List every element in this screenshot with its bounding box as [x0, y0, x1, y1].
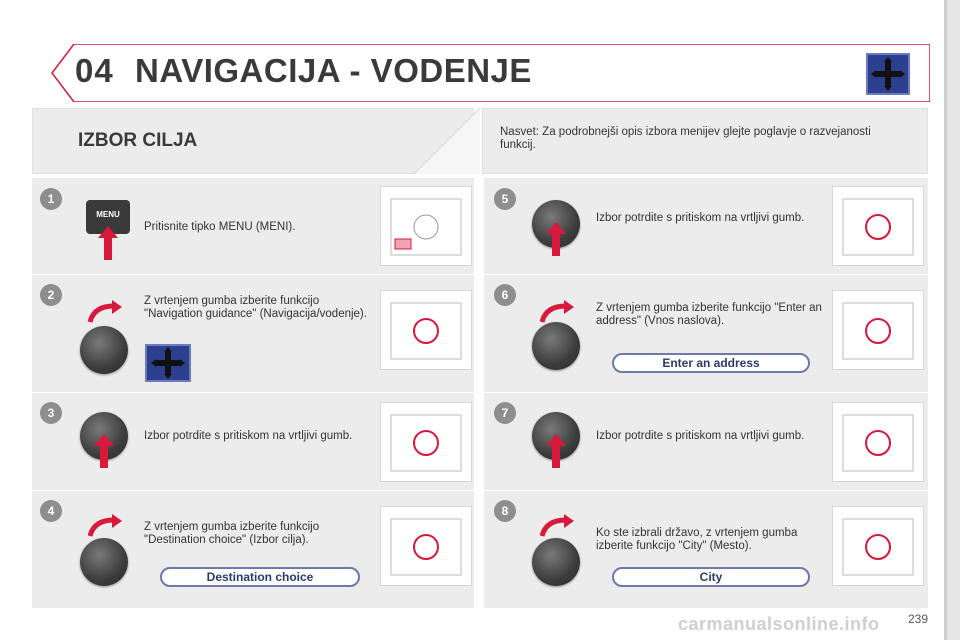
step-text-2: Z vrtenjem gumba izberite funkcijo "Navigation guidance" (Navigacija/vodenje).	[144, 295, 367, 320]
step-text-6: Z vrtenjem gumba izberite funkcijo "Enter an address" (Vnos naslova).	[596, 302, 822, 327]
step-text-4: Z vrtenjem gumba izberite funkcijo "Destination choice" (Izbor cilja).	[144, 521, 320, 546]
rotate-arrow-icon	[540, 300, 576, 324]
radio-panel-thumbnail	[380, 186, 472, 266]
radio-panel-thumbnail	[832, 186, 924, 266]
step-badge-6: 6	[494, 284, 516, 306]
press-arrow-icon	[96, 226, 120, 260]
navigation-icon	[866, 53, 910, 95]
rotate-arrow-icon	[88, 514, 124, 538]
radio-panel-thumbnail	[380, 290, 472, 370]
page-title: NAVIGACIJA - VODENJE	[135, 52, 532, 89]
step-text-7: Izbor potrdite s pritiskom na vrtljivi gumb.	[596, 430, 805, 442]
radio-panel-thumbnail	[832, 506, 924, 586]
rotary-knob-icon	[532, 538, 580, 586]
menu-button-icon: MENU	[86, 200, 130, 234]
tip-text: Nasvet: Za podrobnejši opis izbora menijev glejte poglavje o razvejanosti funkcij.	[500, 126, 871, 151]
press-arrow-icon	[544, 222, 568, 256]
radio-panel-thumbnail	[380, 506, 472, 586]
city-pill: City	[612, 567, 810, 587]
step-badge-2: 2	[40, 284, 62, 306]
destination-choice-pill: Destination choice	[160, 567, 360, 587]
enter-address-pill: Enter an address	[612, 353, 810, 373]
radio-panel-thumbnail	[380, 402, 472, 482]
radio-panel-thumbnail	[832, 290, 924, 370]
press-arrow-icon	[92, 434, 116, 468]
step-text-5: Izbor potrdite s pritiskom na vrtljivi gumb.	[596, 212, 805, 224]
rotate-arrow-icon	[540, 514, 576, 538]
navigation-menu-icon	[145, 344, 191, 382]
press-arrow-icon	[544, 434, 568, 468]
chapter-number: 04	[75, 52, 114, 89]
rotate-arrow-icon	[88, 300, 124, 324]
step-text-8: Ko ste izbrali državo, z vrtenjem gumba izberite funkcijo "City" (Mesto).	[596, 527, 798, 552]
step-text-1: Pritisnite tipko MENU (MENI).	[144, 221, 296, 233]
step-badge-3: 3	[40, 402, 62, 424]
rotary-knob-icon	[80, 326, 128, 374]
rotary-knob-icon	[532, 322, 580, 370]
step-badge-4: 4	[40, 500, 62, 522]
step-badge-8: 8	[494, 500, 516, 522]
page-edge-strip	[944, 0, 960, 640]
watermark: carmanualsonline.info	[678, 614, 880, 634]
step-badge-7: 7	[494, 402, 516, 424]
section-title: IZBOR CILJA	[78, 130, 198, 151]
panel-fold-corner	[380, 108, 480, 174]
step-badge-1: 1	[40, 188, 62, 210]
page-number: 239	[908, 612, 929, 626]
rotary-knob-icon	[80, 538, 128, 586]
step-badge-5: 5	[494, 188, 516, 210]
step-text-3: Izbor potrdite s pritiskom na vrtljivi gumb.	[144, 430, 353, 442]
radio-panel-thumbnail	[832, 402, 924, 482]
